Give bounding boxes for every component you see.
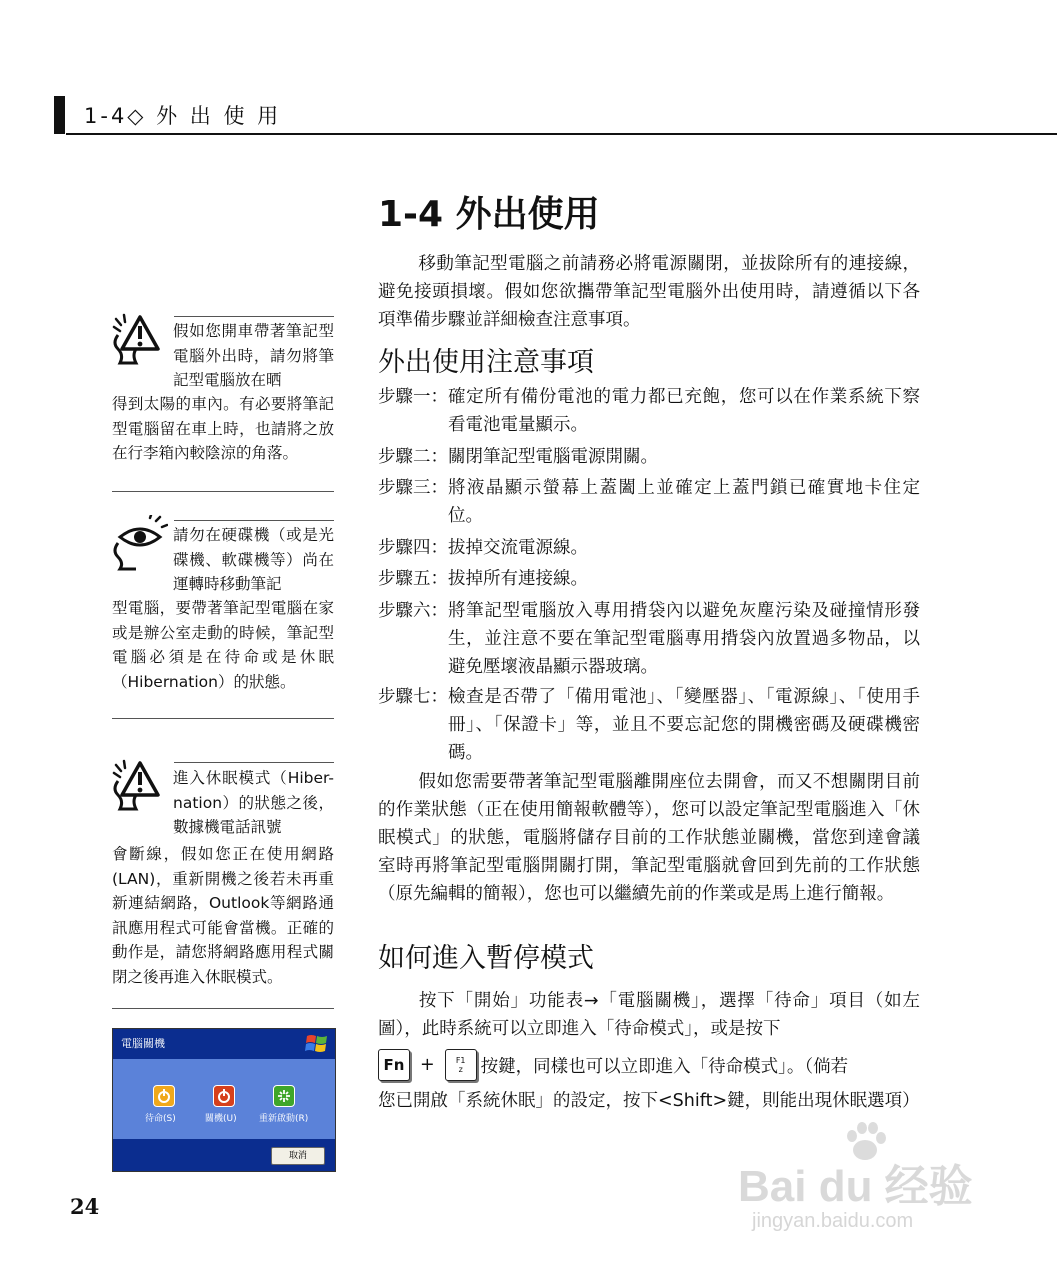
step-text: 關閉筆記型電腦電源開關。: [448, 447, 658, 467]
eye-person-icon: [110, 515, 168, 571]
step-item: [378, 597, 920, 681]
cancel-button[interactable]: 取消: [271, 1147, 325, 1165]
step-label: 步驟四：: [378, 538, 448, 558]
step-label: 步驟五：: [378, 569, 448, 589]
header-bar: [54, 96, 65, 134]
section-title-standby: 如何進入暫停模式: [378, 943, 594, 974]
step-label: 步驟二：: [378, 447, 448, 467]
key-combination-row: [378, 1046, 923, 1084]
note-text: 進入休眠模式（Hiber-nation）的狀態之後，數據機電話訊號: [173, 769, 334, 836]
dialog-footer: [113, 1139, 335, 1171]
step-item: [378, 443, 920, 471]
shutdown-dialog-screenshot: [112, 1028, 336, 1172]
note-divider: [112, 491, 334, 492]
f1-sleep-key-icon: [445, 1049, 477, 1081]
step-text: 確定所有備份電池的電力都已充飽，您可以在作業系統下察看電池電量顯示。: [448, 387, 920, 435]
step-label: 步驟一：: [378, 387, 448, 407]
step-item: [378, 474, 920, 530]
note-divider: [112, 718, 334, 719]
note-divider: [112, 1008, 334, 1009]
plus-sign: +: [420, 1055, 435, 1075]
warning-person-icon: [110, 311, 168, 367]
note-top-rule: [174, 762, 334, 763]
power-icon[interactable]: [213, 1085, 235, 1107]
step-text: 拔掉交流電源線。: [448, 538, 588, 558]
step-text: 拔掉所有連接線。: [448, 569, 588, 589]
sleep-key-label: z: [458, 1065, 463, 1074]
running-header: 1-4◇ 外 出 使 用: [84, 104, 282, 128]
note-top-rule: [174, 316, 334, 317]
hibernate-text: 假如您需要帶著筆記型電腦離開座位去開會，而又不想關閉目前的作業狀態（正在使用簡報軟體等），您可以設定筆記型電腦進入「休眠模式」的狀態，電腦將儲存目前的工作狀態並關機，當您到達會議室時再將筆記型電腦開關打開，筆記型電腦就會回到先前的工作狀態（原先編輯的簡報），您也可以繼續先前的作業或是馬上進行簡報。: [378, 772, 920, 904]
restart-icon[interactable]: [273, 1085, 295, 1107]
step-item: [378, 383, 920, 439]
section-title-precautions: 外出使用注意事項: [378, 347, 594, 378]
standby-paragraph: [378, 987, 920, 1043]
hibernate-paragraph: [378, 768, 920, 908]
note-text: 假如您開車帶著筆記型電腦外出時，請勿將筆記型電腦放在晒: [173, 322, 334, 389]
windows-logo-icon: [305, 1032, 329, 1060]
restart-label: 重新啟動(R): [259, 1114, 309, 1124]
step-text: 檢查是否帶了「備用電池」、「變壓器」、「電源線」、「使用手冊」、「保證卡」等，並且不要忘記您的開機密碼及硬碟機密碼。: [448, 687, 920, 763]
watermark-url: jingyan.baidu.com: [752, 1210, 914, 1232]
note-text: 型電腦，要帶著筆記型電腦在家或是辦公室走動的時候，筆記型電腦必須是在待命或是休眠（Hibernation）的狀態。: [112, 599, 334, 691]
step-item: [378, 683, 920, 767]
standby-label: 待命(S): [145, 1114, 176, 1124]
note-text: 會斷線，假如您正在使用網路(LAN)，重新開機之後若未再重新連結網路，Outlook等網路通訊應用程式可能會當機。正確的動作是，請您將網路應用程式關閉之後再進入休眠模式。: [112, 845, 334, 986]
step-item: [378, 534, 920, 562]
intro-paragraph: [378, 250, 920, 334]
step-label: 步驟六：: [378, 601, 448, 621]
shutdown-label: 關機(U): [205, 1114, 237, 1124]
step-item: [378, 565, 920, 593]
step-label: 步驟七：: [378, 687, 448, 707]
note-text: 請勿在硬碟機（或是光碟機、軟碟機等）尚在運轉時移動筆記: [173, 526, 334, 593]
step-label: 步驟三：: [378, 478, 448, 498]
step-text: 將液晶顯示螢幕上蓋闔上並確定上蓋門鎖已確實地卡住定位。: [448, 478, 920, 526]
f1-key-label: F1: [455, 1056, 466, 1065]
shift-paragraph: 您已開啟「系統休眠」的設定，按下<Shift>鍵，則能出現休眠選項）: [378, 1091, 920, 1111]
intro-text: 移動筆記型電腦之前請務必將電源關閉，並拔除所有的連接線，避免接頭損壞。假如您欲攜帶筆記型電腦外出使用時，請遵循以下各項準備步驟並詳細檢查注意事項。: [378, 254, 920, 330]
step-text: 將筆記型電腦放入專用揹袋內以避免灰塵污染及碰撞情形發生，並注意不要在筆記型電腦專用揹袋內放置過多物品，以避免壓壞液晶顯示器玻璃。: [448, 601, 920, 677]
watermark-logo: Bai du 经验: [738, 1162, 973, 1211]
page-number: 24: [70, 1194, 100, 1219]
standby-text: 按下「開始」功能表→「電腦關機」，選擇「待命」項目（如左圖），此時系統可以立即進入「待命模式」，或是按下: [378, 991, 920, 1039]
page-title: 1-4 外出使用: [378, 194, 600, 235]
key-instruction-text: 按鍵，同樣也可以立即進入「待命模式」。（倘若: [480, 1056, 849, 1077]
fn-key-icon: Fn: [378, 1049, 410, 1081]
note-top-rule: [174, 520, 334, 521]
header-rule: [66, 133, 1057, 135]
warning-person-icon: [110, 757, 168, 813]
dialog-title: 電腦關機: [121, 1037, 165, 1050]
note-text: 得到太陽的車內。有必要將筆記型電腦留在車上時，也請將之放在行李箱內較陰涼的角落。: [112, 395, 334, 462]
standby-icon[interactable]: [153, 1085, 175, 1107]
